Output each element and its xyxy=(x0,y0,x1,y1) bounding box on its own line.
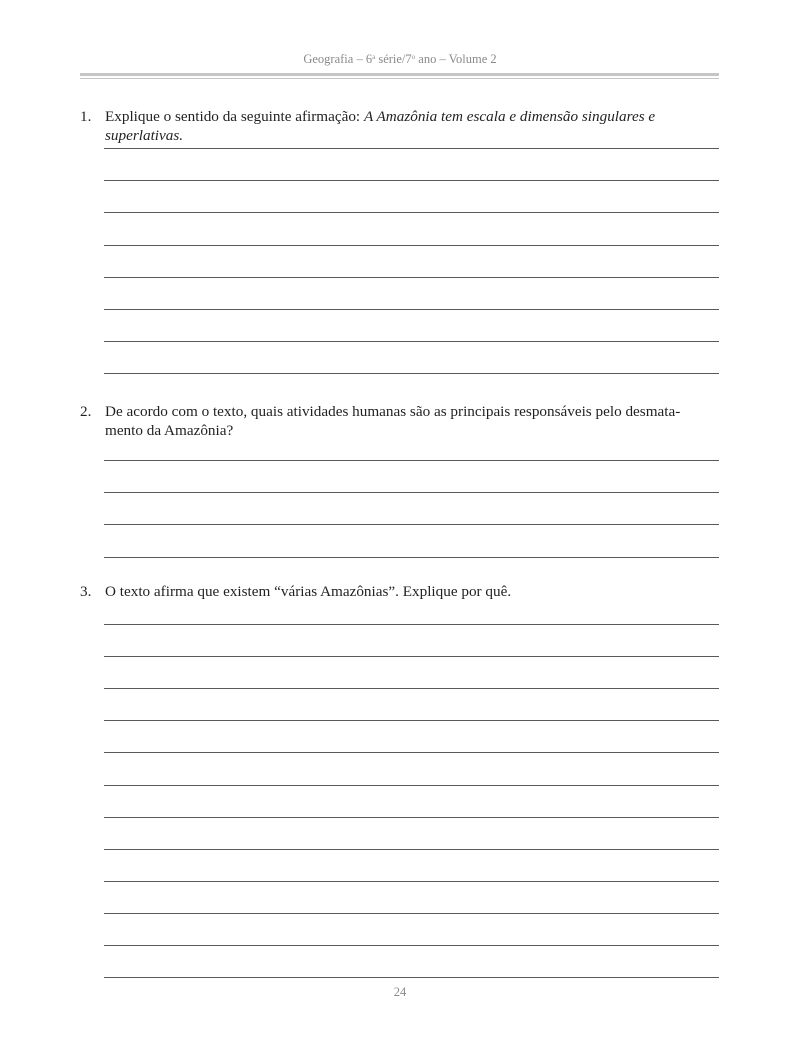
header-rule-thick xyxy=(80,73,719,76)
answer-line[interactable] xyxy=(104,785,719,786)
answer-line[interactable] xyxy=(104,624,719,625)
question-text-italic: A Amazônia tem escala e dimensão singulares e superlativas. xyxy=(105,108,656,144)
answer-line[interactable] xyxy=(104,460,719,461)
question-text-line2: mento da Amazônia? xyxy=(105,422,234,439)
question-text xyxy=(105,107,720,145)
answer-line[interactable] xyxy=(104,720,719,721)
answer-line[interactable] xyxy=(104,913,719,914)
header-rule-thin xyxy=(80,78,719,79)
question-text-line1: De acordo com o texto, quais atividades humanas são as principais responsáveis pelo desmata- xyxy=(105,403,681,420)
answer-line[interactable] xyxy=(104,212,719,213)
answer-line[interactable] xyxy=(104,688,719,689)
answer-line[interactable] xyxy=(104,245,719,246)
answer-line[interactable] xyxy=(104,373,719,374)
answer-line[interactable] xyxy=(104,180,719,181)
question-text xyxy=(105,402,720,440)
answer-line[interactable] xyxy=(104,752,719,753)
answer-line[interactable] xyxy=(104,148,719,149)
question-2 xyxy=(80,402,720,440)
answer-line[interactable] xyxy=(104,817,719,818)
answer-line[interactable] xyxy=(104,341,719,342)
question-number: 1. xyxy=(80,108,92,125)
answer-line[interactable] xyxy=(104,656,719,657)
answer-line[interactable] xyxy=(104,309,719,310)
answer-line[interactable] xyxy=(104,977,719,978)
header-sup-o: o xyxy=(411,53,416,61)
question-text-plain: Explique o sentido da seguinte afirmação: xyxy=(105,108,364,125)
answer-line[interactable] xyxy=(104,945,719,946)
page-header xyxy=(0,52,800,67)
page-number: 24 xyxy=(393,985,407,999)
header-sup-a: a xyxy=(372,53,376,61)
header-title-part3: ano – Volume 2 xyxy=(415,52,497,66)
question-text: O texto afirma que existem “várias Amazônias”. Explique por quê. xyxy=(105,583,512,600)
question-3 xyxy=(80,582,720,601)
header-title-part2: série/7 xyxy=(375,52,412,66)
answer-line[interactable] xyxy=(104,524,719,525)
answer-line[interactable] xyxy=(104,881,719,882)
question-number: 2. xyxy=(80,403,92,420)
answer-line[interactable] xyxy=(104,557,719,558)
question-1 xyxy=(80,107,720,145)
answer-line[interactable] xyxy=(104,849,719,850)
header-title-part1: Geografia – 6 xyxy=(303,52,373,66)
answer-line[interactable] xyxy=(104,277,719,278)
answer-line[interactable] xyxy=(104,492,719,493)
question-number: 3. xyxy=(80,583,92,600)
